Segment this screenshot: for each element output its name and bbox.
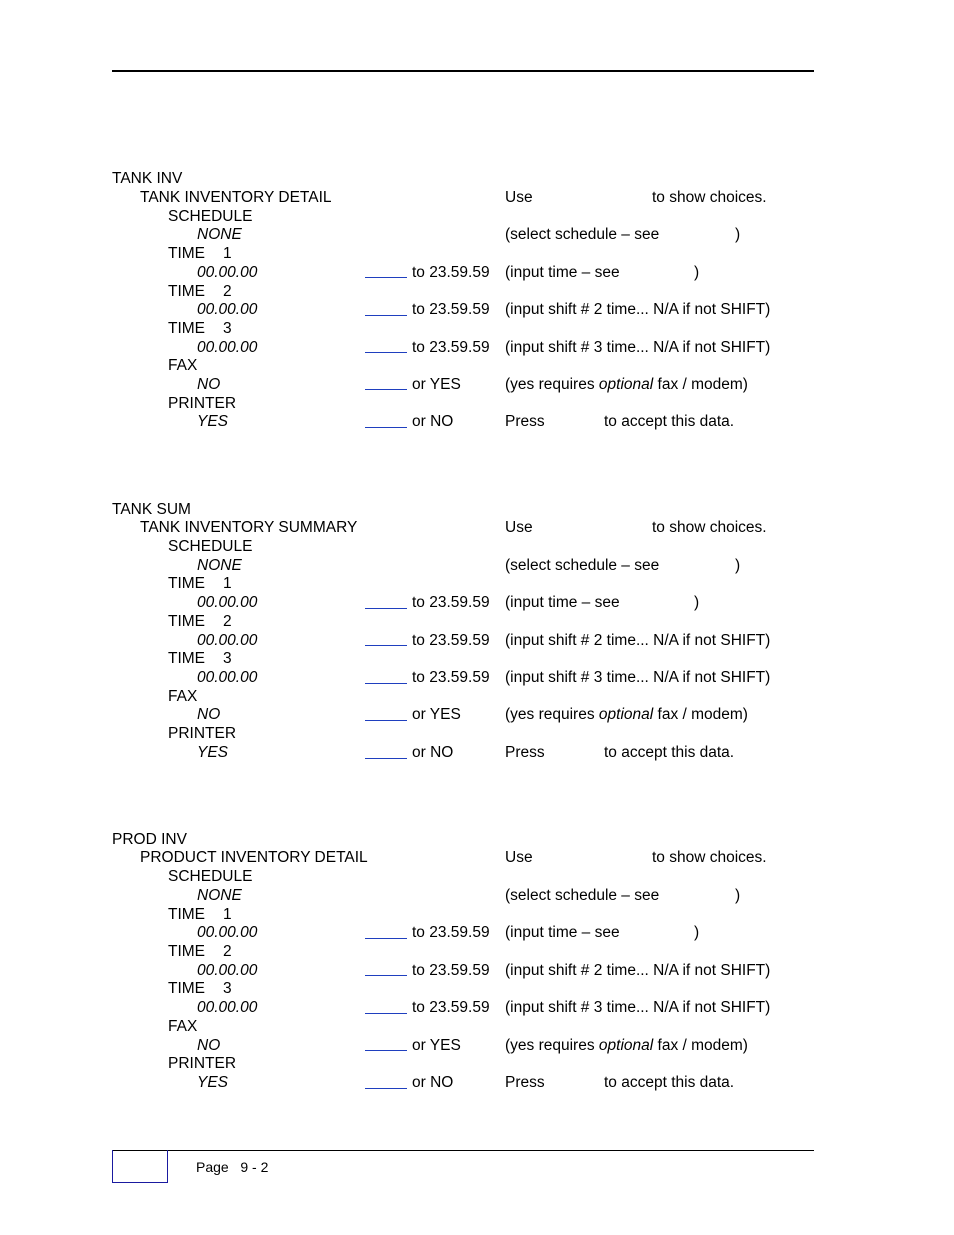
time1-range: to 23.59.59	[412, 594, 490, 611]
footer-box	[112, 1150, 168, 1183]
time3-link-blank[interactable]	[365, 683, 407, 684]
printer-alt: or NO	[412, 1074, 454, 1091]
menu-label: TANK INV	[112, 170, 183, 187]
time3-value[interactable]: 00.00.00	[197, 999, 258, 1016]
time1-note-close: )	[694, 594, 700, 611]
time2-note: (input shift # 2 time... N/A if not SHIFT)	[505, 962, 771, 979]
printer-label: PRINTER	[168, 725, 237, 742]
time1-value[interactable]: 00.00.00	[197, 924, 258, 941]
schedule-value[interactable]: NONE	[197, 226, 242, 243]
press-text: Press	[505, 413, 545, 430]
printer-link-blank[interactable]	[365, 1088, 407, 1089]
fax-value[interactable]: NO	[197, 706, 221, 723]
use-text: Use	[505, 519, 533, 536]
fax-link-blank[interactable]	[365, 389, 407, 390]
page-number: Page 9 - 2	[196, 1159, 269, 1175]
fax-note: (yes requires optional fax / modem)	[505, 1037, 748, 1054]
use-text: Use	[505, 849, 533, 866]
fax-label: FAX	[168, 688, 198, 705]
time2-value[interactable]: 00.00.00	[197, 962, 258, 979]
footer-rule	[112, 1150, 814, 1151]
time1-note: (input time – see	[505, 924, 620, 941]
time3-range: to 23.59.59	[412, 999, 490, 1016]
schedule-label: SCHEDULE	[168, 868, 253, 885]
section-tank-sum	[0, 501, 954, 801]
time1-label: TIME 1	[168, 575, 232, 592]
time3-label: TIME 3	[168, 650, 232, 667]
use-text: Use	[505, 189, 533, 206]
schedule-note-close: )	[735, 557, 741, 574]
time1-range: to 23.59.59	[412, 264, 490, 281]
time2-label: TIME 2	[168, 943, 232, 960]
press-suffix: to accept this data.	[604, 413, 735, 430]
fax-label: FAX	[168, 357, 198, 374]
section-tank-inv	[0, 170, 954, 470]
use-suffix: to show choices.	[652, 519, 767, 536]
time1-note: (input time – see	[505, 594, 620, 611]
time3-range: to 23.59.59	[412, 339, 490, 356]
time3-value[interactable]: 00.00.00	[197, 339, 258, 356]
time3-label: TIME 3	[168, 320, 232, 337]
fax-link-blank[interactable]	[365, 720, 407, 721]
press-text: Press	[505, 1074, 545, 1091]
time3-note: (input shift # 3 time... N/A if not SHIFT)	[505, 339, 771, 356]
section-title: TANK INVENTORY DETAIL	[140, 189, 332, 206]
fax-link-blank[interactable]	[365, 1050, 407, 1051]
printer-label: PRINTER	[168, 1055, 237, 1072]
time1-link-blank[interactable]	[365, 938, 407, 939]
time2-range: to 23.59.59	[412, 962, 490, 979]
time3-link-blank[interactable]	[365, 1013, 407, 1014]
fax-alt: or YES	[412, 376, 461, 393]
section-title: TANK INVENTORY SUMMARY	[140, 519, 358, 536]
fax-alt: or YES	[412, 1037, 461, 1054]
printer-link-blank[interactable]	[365, 427, 407, 428]
schedule-label: SCHEDULE	[168, 538, 253, 555]
printer-link-blank[interactable]	[365, 758, 407, 759]
time2-label: TIME 2	[168, 283, 232, 300]
press-suffix: to accept this data.	[604, 1074, 735, 1091]
printer-alt: or NO	[412, 413, 454, 430]
time2-link-blank[interactable]	[365, 315, 407, 316]
printer-label: PRINTER	[168, 395, 237, 412]
schedule-note: (select schedule – see	[505, 226, 660, 243]
time1-link-blank[interactable]	[365, 277, 407, 278]
time1-note-close: )	[694, 924, 700, 941]
time3-link-blank[interactable]	[365, 352, 407, 353]
schedule-note-close: )	[735, 226, 741, 243]
printer-value[interactable]: YES	[197, 1074, 229, 1091]
time3-label: TIME 3	[168, 980, 232, 997]
use-suffix: to show choices.	[652, 189, 767, 206]
time2-label: TIME 2	[168, 613, 232, 630]
time3-value[interactable]: 00.00.00	[197, 669, 258, 686]
time2-value[interactable]: 00.00.00	[197, 632, 258, 649]
fax-note: (yes requires optional fax / modem)	[505, 706, 748, 723]
menu-label: PROD INV	[112, 831, 187, 848]
time3-note: (input shift # 3 time... N/A if not SHIFT)	[505, 999, 771, 1016]
time2-range: to 23.59.59	[412, 301, 490, 318]
schedule-value[interactable]: NONE	[197, 887, 242, 904]
time2-link-blank[interactable]	[365, 645, 407, 646]
printer-value[interactable]: YES	[197, 744, 229, 761]
press-suffix: to accept this data.	[604, 744, 735, 761]
time3-note: (input shift # 3 time... N/A if not SHIFT)	[505, 669, 771, 686]
section-prod-inv	[0, 831, 954, 1131]
fax-alt: or YES	[412, 706, 461, 723]
fax-note: (yes requires optional fax / modem)	[505, 376, 748, 393]
time2-note: (input shift # 2 time... N/A if not SHIFT)	[505, 632, 771, 649]
menu-label: TANK SUM	[112, 501, 191, 518]
time1-label: TIME 1	[168, 906, 232, 923]
fax-value[interactable]: NO	[197, 376, 221, 393]
schedule-value[interactable]: NONE	[197, 557, 242, 574]
schedule-note: (select schedule – see	[505, 887, 660, 904]
fax-label: FAX	[168, 1018, 198, 1035]
time1-note: (input time – see	[505, 264, 620, 281]
time3-range: to 23.59.59	[412, 669, 490, 686]
section-title: PRODUCT INVENTORY DETAIL	[140, 849, 368, 866]
schedule-label: SCHEDULE	[168, 208, 253, 225]
time2-link-blank[interactable]	[365, 975, 407, 976]
schedule-note-close: )	[735, 887, 741, 904]
press-text: Press	[505, 744, 545, 761]
use-suffix: to show choices.	[652, 849, 767, 866]
printer-alt: or NO	[412, 744, 454, 761]
time1-value[interactable]: 00.00.00	[197, 594, 258, 611]
printer-value[interactable]: YES	[197, 413, 229, 430]
schedule-note: (select schedule – see	[505, 557, 660, 574]
time2-note: (input shift # 2 time... N/A if not SHIFT)	[505, 301, 771, 318]
fax-value[interactable]: NO	[197, 1037, 221, 1054]
time2-value[interactable]: 00.00.00	[197, 301, 258, 318]
time2-range: to 23.59.59	[412, 632, 490, 649]
time1-label: TIME 1	[168, 245, 232, 262]
time1-range: to 23.59.59	[412, 924, 490, 941]
time1-link-blank[interactable]	[365, 608, 407, 609]
header-rule	[112, 70, 814, 72]
time1-note-close: )	[694, 264, 700, 281]
time1-value[interactable]: 00.00.00	[197, 264, 258, 281]
